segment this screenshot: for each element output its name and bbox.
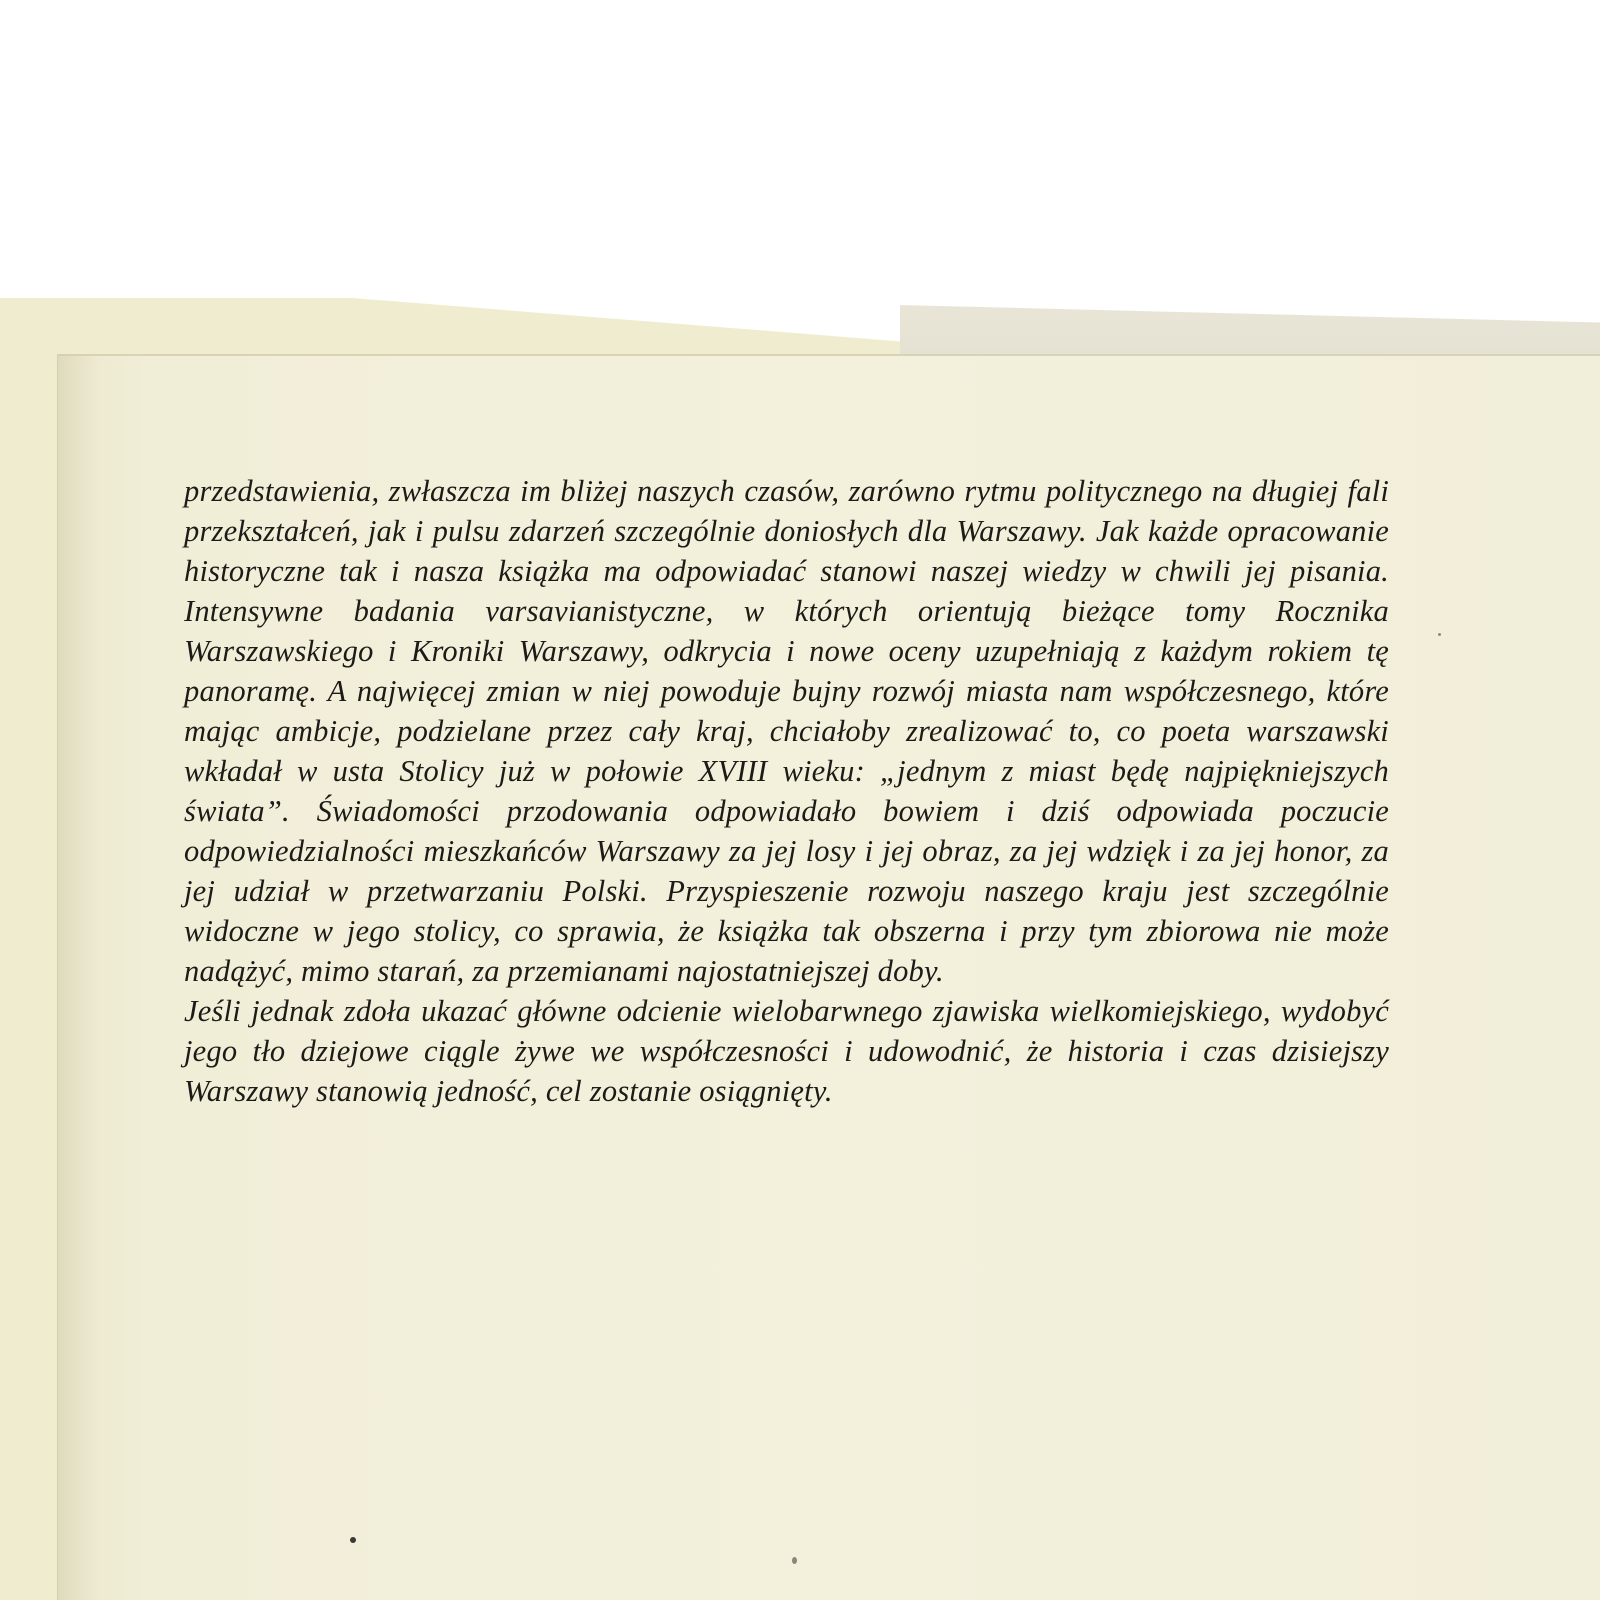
book-page (58, 354, 1600, 1600)
dust-speck (350, 1537, 356, 1543)
dust-speck (792, 1557, 797, 1564)
paragraph-1: przedstawienia, zwłaszcza im bliżej naszych czasów, zarówno rytmu politycznego na długiej fali przekształceń, jak i pulsu zdarzeń szczególnie doniosłych dla Warszawy. Jak każde opracowanie historyczne tak i nasza książka ma odpowiadać stanowi naszej wiedzy w chwili jej pisania. Intensywne badania varsavianistyczne, w których orientują bieżące tomy Rocznika Warszawskiego i Kroniki Warszawy, odkrycia i nowe oceny uzupełniają z każdym rokiem tę panoramę. A najwięcej zmian w niej powoduje bujny rozwój miasta nam współczesnego, które mając ambicje, podzielane przez cały kraj, chciałoby zrealizować to, co poeta warszawski wkładał w usta Stolicy już w połowie XVIII wieku: „jednym z miast będę najpiękniejszych świata”. Świadomości przodowania odpowiadało bowiem i dziś odpowiada poczucie odpowiedzialności mieszkańców Warszawy za jej losy i jej obraz, za jej wdzięk i za jej honor, za jej udział w przetwarzaniu Polski. Przyspieszenie rozwoju naszego kraju jest szczególnie widoczne w jego stolicy, co sprawia, że książka tak obszerna i przy tym zbiorowa nie może nadążyć, mimo starań, za przemianami najostatniejszej doby. (184, 474, 1389, 988)
page-body-text (184, 471, 1389, 1111)
page-gutter-shadow (58, 355, 98, 1600)
dust-speck (1438, 633, 1441, 636)
paragraph-2: Jeśli jednak zdoła ukazać główne odcienie wielobarwnego zjawiska wielkomiejskiego, wydobyć jego tło dziejowe ciągle żywe we współczesności i udowodnić, że historia i czas dzisiejszy Warszawy stanowią jedność, cel zostanie osiągnięty. (184, 994, 1389, 1108)
